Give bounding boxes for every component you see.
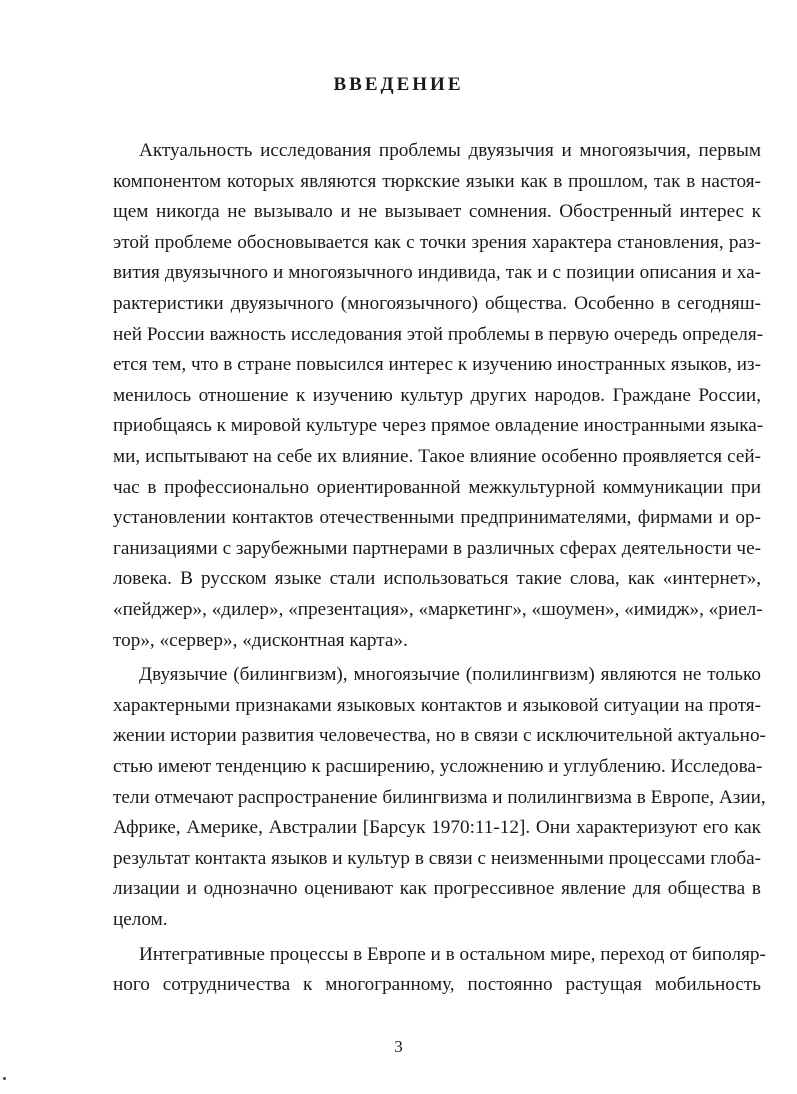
text-line: результат контакта языков и культур в связи с неизменными процессами глоба- [113,847,761,869]
text-line: час в профессионально ориентированной межкультурной коммуникации при [113,476,761,498]
page-number: 3 [394,1037,403,1056]
text-line: Двуязычие (билингвизм), многоязычие (полилингвизм) являются не только [139,664,761,686]
text-line: Африке, Америке, Австралии [Барсук 1970:11-12]. Они характеризуют его как [113,817,761,839]
text-line: «пейджер», «дилер», «презентация», «маркетинг», «шоумен», «имидж», «риел- [113,599,763,620]
text-line: ется тем, что в стране повысился интерес к изучению иностранных языков, из- [113,354,761,376]
text-line: ганизациями с зарубежными партнерами в различных сферах деятельности че- [113,537,761,559]
text-line: ней России важность исследования этой проблемы в первую очередь определя- [113,323,764,345]
text-line: ми, испытывают на себе их влияние. Такое влияние особенно проявляется сей- [113,446,761,467]
text-line: приобщаясь к мировой культуре через прямое овладение иностранными языка- [113,415,764,437]
text-line: тели отмечают распространение билингвизма и полилингвизма в Европе, Азии, [113,786,766,808]
text-line: компонентом которых являются тюркские языки как в прошлом, так в настоя- [113,170,761,192]
text-line: лизации и однозначно оценивают как прогрессивное явление для общества в [113,878,761,900]
text-line: жении истории развития человечества, но в связи с исключительной актуально- [113,725,766,747]
text-line: Актуальность исследования проблемы двуязычия и многоязычия, первым [139,140,761,161]
text-line: характерными признаками языковых контактов и языковой ситуации на протя- [113,694,761,716]
text-line: установлении контактов отечественными предпринимателями, фирмами и ор- [113,507,761,529]
text-line: стью имеют тенденцию к расширению, усложнению и углублению. Исследова- [113,756,763,777]
text-line: ловека. В русском языке стали использоваться такие слова, как «интернет», [113,568,761,590]
text-line: щем никогда не вызывало и не вызывает сомнения. Обостренный интерес к [113,201,761,223]
text-line: менилось отношение к изучению культур других народов. Граждане России, [113,384,761,406]
page-title: ВВЕДЕНИЕ [333,74,464,95]
text-line: целом. [113,909,168,930]
text-line: рактеристики двуязычного (многоязычного) общества. Особенно в сегодняш- [113,293,761,314]
text-line: тор», «сервер», «дисконтная карта». [113,629,408,651]
text-line: вития двуязычного и многоязычного индивида, так и с позиции описания и ха- [113,262,761,284]
text-line: ного сотрудничества к многогранному, постоянно растущая мобильность [113,974,761,996]
text-line: Интегративные процессы в Европе и в остальном мире, переход от биполяр- [139,943,766,965]
scan-speck [3,1077,6,1080]
text-line: этой проблеме обосновывается как с точки зрения характера становления, раз- [113,231,761,253]
